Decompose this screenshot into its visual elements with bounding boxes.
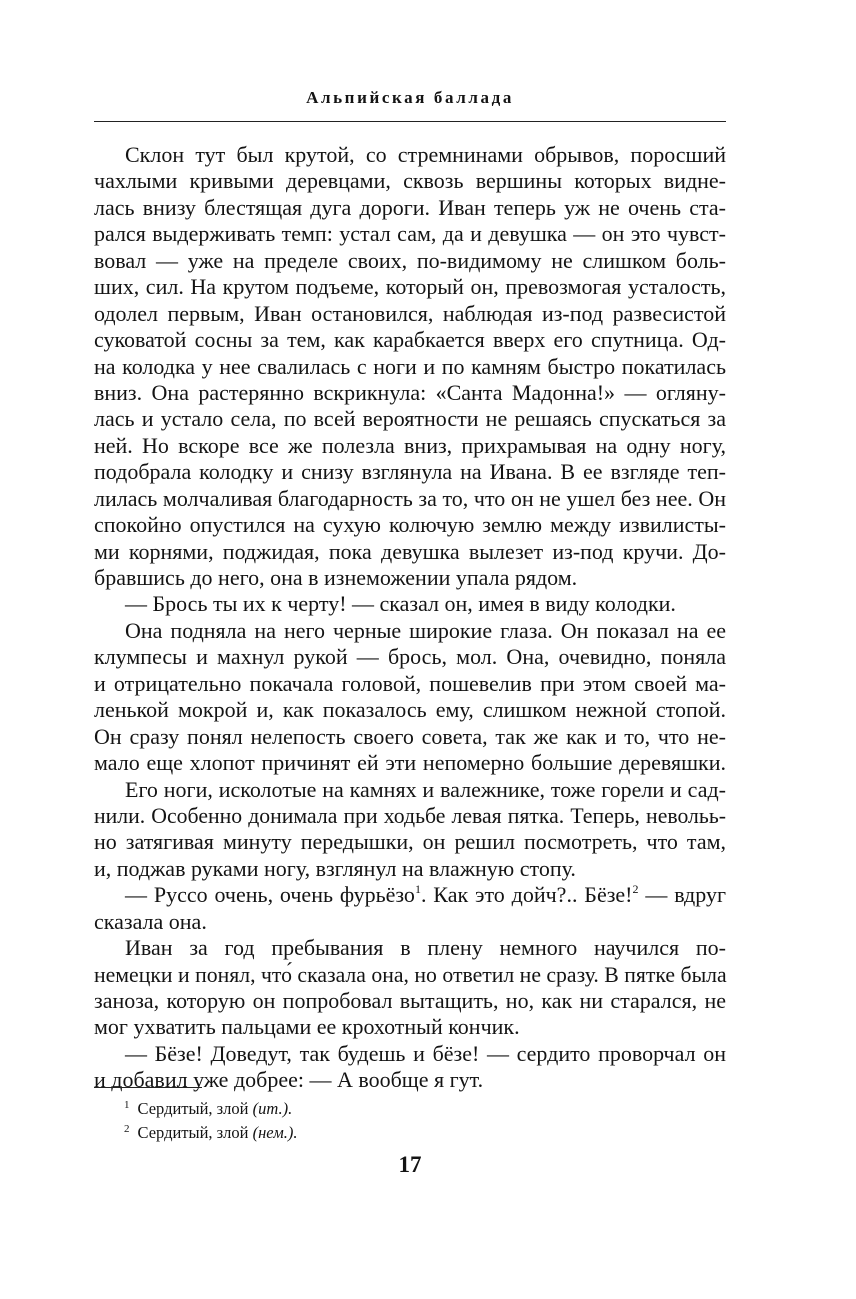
text-line: Она подняла на него черные широкие глаза. Он показал на ее — [125, 617, 726, 643]
text-line: на колодка у нее свалилась с ноги и по камням быстро покатилась — [94, 353, 726, 379]
text-line: лилась молчаливая благодарность за то, что он не ушел без нее. Он — [94, 485, 726, 511]
footnote-language-note: (нем.). — [252, 1123, 298, 1142]
footnote-1 — [124, 1097, 724, 1121]
body-text — [94, 142, 726, 1094]
text-line: заноза, которую он попробовал вытащить, но, как ни старался, не — [94, 988, 726, 1013]
footnote-reference: 1 — [414, 882, 421, 897]
text-line: бравшись до него, она в изнеможении упала рядом. — [94, 565, 578, 590]
text-line: и отрицательно покачала головой, пошевелив при этом своей ма- — [94, 670, 726, 696]
text-line: Его ноги, исколотые на камнях и валежнике, тоже горели и сад- — [125, 776, 726, 802]
text-line: вниз. Она растерянно вскрикнула: «Санта Мадонна!» — огляну- — [94, 379, 726, 405]
footnote-2 — [124, 1121, 724, 1145]
footnote-marker: 2 — [124, 1123, 130, 1135]
text-line: но затягивая минуту передышки, он решил посмотреть, что там, — [94, 829, 726, 855]
text-line: клумпесы и махнул рукой — брось, мол. Она, очевидно, поняла — [94, 644, 726, 670]
text-line: — Брось ты их к черту! — сказал он, имея в виду колодки. — [125, 591, 676, 617]
page-number: 17 — [398, 1152, 422, 1177]
text-line: вовал — уже на пределе своих, по-видимому не слишком боль- — [94, 247, 726, 273]
text-line: лась внизу блестящая дуга дороги. Иван теперь уж не очень ста- — [94, 194, 726, 220]
header-rule — [94, 121, 726, 122]
text-line: мог ухватить пальцами ее крохотный кончик. — [94, 1014, 520, 1040]
text-line: сказала она. — [94, 908, 207, 934]
footnote-text: Сердитый, злой — [137, 1099, 253, 1118]
footnote-rule — [94, 1087, 202, 1088]
text-line: ми корнями, поджидая, пока девушка вылезет из-под кручи. До- — [94, 538, 726, 564]
text-line: Склон тут был крутой, со стремнинами обрывов, поросший — [125, 142, 726, 167]
footnote-reference: 2 — [632, 882, 639, 897]
text-line: ленькой мокрой и, как показалось ему, слишком нежной стопой. — [94, 697, 726, 723]
text-line: Иван за год пребывания в плену немного научился по- — [125, 935, 726, 961]
text-line: — Бёзе! Доведут, так будешь и бёзе! — сердито проворчал он — [125, 1040, 726, 1066]
text-line: суковатой сосны за тем, как карабкается вверх его спутница. Од- — [94, 327, 726, 353]
text-line: чахлыми кривыми деревцами, сквозь вершины которых видне- — [94, 168, 726, 194]
text-line: подобрала колодку и снизу взглянула на Ивана. В ее взгляде теп- — [94, 459, 726, 485]
footnote-language-note: (ит.). — [252, 1099, 293, 1118]
footnote-text: Сердитый, злой — [137, 1123, 253, 1142]
text-line: и, поджав руками ногу, взглянул на влажную стопу. — [94, 855, 576, 881]
text-line: рался выдерживать темп: устал сам, да и девушка — он это чувст- — [94, 221, 726, 247]
text-line: Он сразу понял нелепость своего совета, так же как и то, что не- — [94, 723, 726, 749]
running-title: Альпийская баллада — [306, 88, 514, 107]
text-line: мало еще хлопот причинят ей эти непомерно большие деревяшки. — [94, 750, 726, 776]
text-line: немецки и понял, что́ сказала она, но ответил не сразу. В пятке была — [94, 962, 727, 987]
footnote-marker: 1 — [124, 1099, 130, 1111]
text-line: нили. Особенно донимала при ходьбе левая пятка. Теперь, невольь- — [94, 803, 726, 828]
text-line: — Руссо очень, очень фурьёзо$^1$. Как это дойч?.. Бёзе!$^2$ — вдруг — [125, 882, 726, 908]
text-line: спокойно опустился на сухую колючую землю между извилисты- — [94, 512, 726, 538]
text-line: ших, сил. На крутом подъеме, который он, превозмогая усталость, — [94, 274, 726, 300]
text-line: и добавил уже добрее: — А вообще я гут. — [94, 1067, 484, 1093]
text-line: ней. Но вскоре все же полезла вниз, прихрамывая на одну ногу, — [94, 432, 726, 458]
text-line: лась и устало села, по всей вероятности не решаясь спускаться за — [94, 406, 726, 432]
footnotes — [124, 1097, 724, 1145]
text-line: одолел первым, Иван остановился, наблюдая из-под развесистой — [94, 300, 726, 326]
